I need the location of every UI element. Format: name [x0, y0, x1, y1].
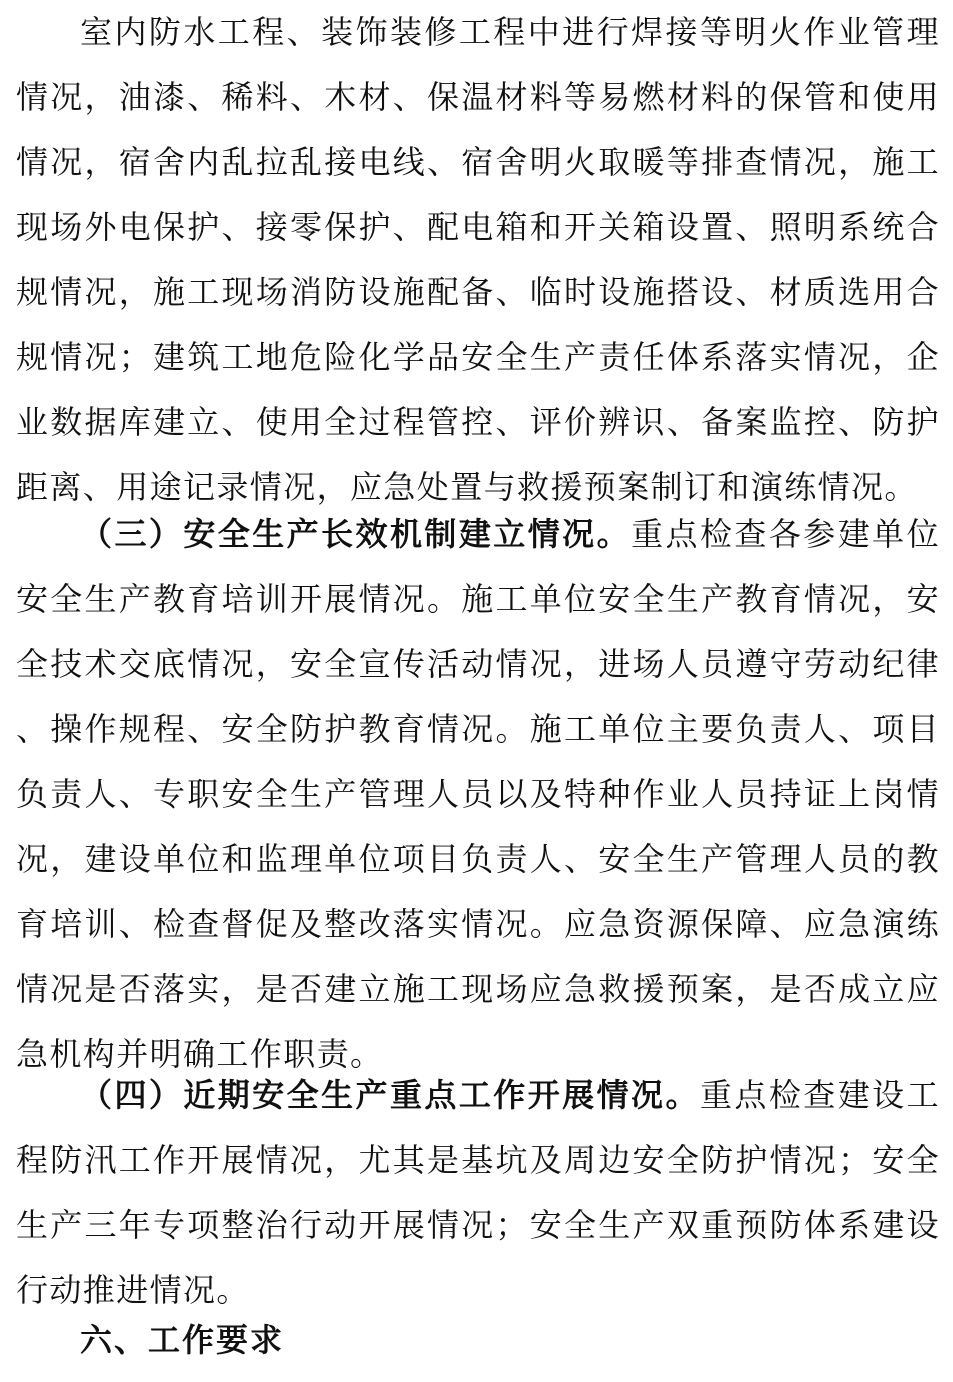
paragraph-body: 室内防水工程、装饰装修工程中进行焊接等明火作业管理情况，油漆、稀料、木材、保温材料等易燃材料的保管和使用情况，宿舍内乱拉乱接电线、宿舍明火取暖等排查情况，施工现场外电保护、接零保护、配电箱和开关箱设置、照明系统合规情况，施工现场消防设施配备、临时设施搭设、材质选用合规情况；建筑工地危险化学品安全生产责任体系落实情况，企业数据库建立、使用全过程管控、评价辨识、备案监控、防护距离、用途记录情况，应急处置与救援预案制订和演练情况。 — [16, 13, 940, 506]
paragraph-fire-safety-hazards — [16, 0, 940, 520]
paragraph-body: 重点检查各参建单位安全生产教育培训开展情况。施工单位安全生产教育情况，安全技术交底情况，安全宣传活动情况，进场人员遵守劳动纪律、操作规程、安全防护教育情况。施工单位主要负责人、项目负责人、专职安全生产管理人员以及特种作业人员持证上岗情况，建设单位和监理单位项目负责人、安全生产管理人员的教育培训、检查督促及整改落实情况。应急资源保障、应急演练情况是否落实，是否建立施工现场应急救援预案，是否成立应急机构并明确工作职责。 — [16, 515, 940, 1073]
paragraph-recent-key-work — [16, 1063, 940, 1323]
paragraph-lead-heading: （三）安全生产长效机制建立情况。 — [80, 515, 632, 553]
paragraph-body: 重点检查建设工程防汛工作开展情况，尤其是基坑及周边安全防护情况；安全生产三年专项整治行动开展情况；安全生产双重预防体系建设行动推进情况。 — [16, 1076, 940, 1309]
paragraph-long-term-mechanism — [16, 502, 940, 1087]
section-heading-work-requirements: 六、工作要求 — [80, 1321, 285, 1359]
paragraph-lead-heading: （四）近期安全生产重点工作开展情况。 — [80, 1076, 700, 1114]
